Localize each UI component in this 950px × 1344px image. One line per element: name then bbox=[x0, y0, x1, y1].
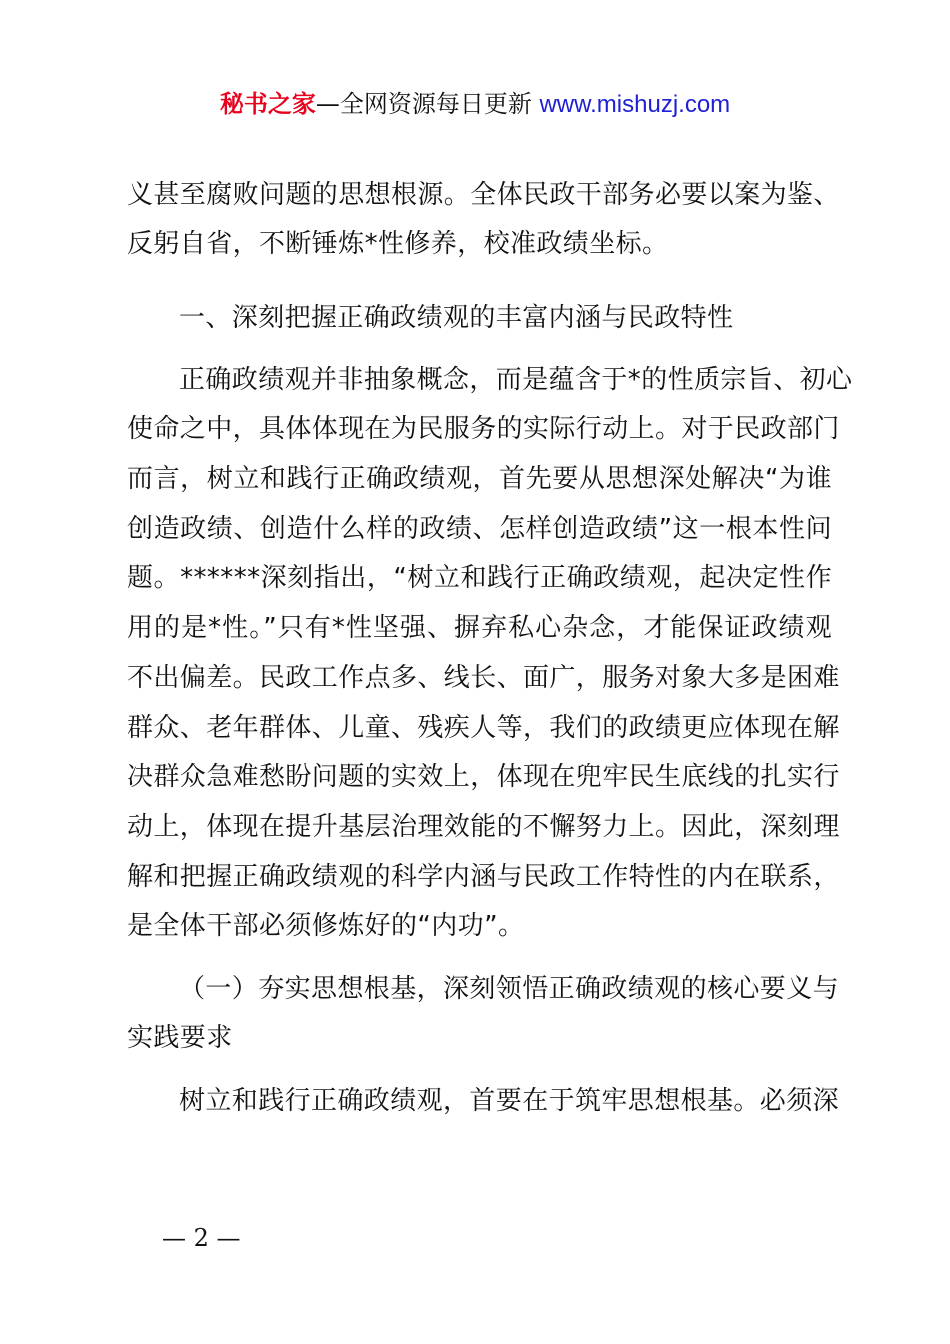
text-line: 创造政绩、创造什么样的政绩、怎样创造政绩”这一根本性问 bbox=[127, 514, 832, 544]
header-tagline: —全网资源每日更新 bbox=[315, 90, 540, 118]
text-line: 题。******深刻指出，“树立和践行正确政绩观，起决定性作 bbox=[127, 563, 832, 593]
text-line: 群众、老年群体、儿童、残疾人等，我们的政绩更应体现在解 bbox=[127, 713, 840, 743]
text-line: 不出偏差。民政工作点多、线长、面广，服务对象大多是困难 bbox=[127, 663, 840, 693]
subsection-heading-continued: 实践要求 bbox=[127, 1023, 233, 1053]
site-url[interactable]: www.mishuzj.com bbox=[539, 91, 731, 118]
text-line: 使命之中，具体体现在为民服务的实际行动上。对于民政部门 bbox=[127, 414, 840, 444]
brand-name: 秘书之家 bbox=[219, 90, 316, 118]
section-heading: 一、深刻把握正确政绩观的丰富内涵与民政特性 bbox=[179, 303, 734, 333]
text-line: 是全体干部必须修炼好的“内功”。 bbox=[127, 911, 525, 941]
site-header bbox=[0, 88, 950, 121]
text-line: 解和把握正确政绩观的科学内涵与民政工作特性的内在联系， bbox=[127, 862, 840, 892]
subsection-heading: （一）夯实思想根基，深刻领悟正确政绩观的核心要义与 bbox=[179, 974, 840, 1004]
text-line: 动上，体现在提升基层治理效能的不懈努力上。因此，深刻理 bbox=[127, 812, 840, 842]
text-line: 义甚至腐败问题的思想根源。全体民政干部务必要以案为鉴、 bbox=[127, 180, 840, 210]
page-number: — 2 — bbox=[162, 1224, 241, 1252]
text-line: 反躬自省，不断锤炼*性修养，校准政绩坐标。 bbox=[127, 229, 669, 259]
text-line: 决群众急难愁盼问题的实效上，体现在兜牢民生底线的扎实行 bbox=[127, 762, 840, 792]
text-line: 树立和践行正确政绩观，首要在于筑牢思想根基。必须深 bbox=[179, 1086, 840, 1116]
text-line: 正确政绩观并非抽象概念，而是蕴含于*的性质宗旨、初心 bbox=[179, 365, 853, 395]
text-line: 用的是*性。”只有*性坚强、摒弃私心杂念，才能保证政绩观 bbox=[127, 613, 832, 643]
text-line: 而言，树立和践行正确政绩观，首先要从思想深处解决“为谁 bbox=[127, 464, 832, 494]
